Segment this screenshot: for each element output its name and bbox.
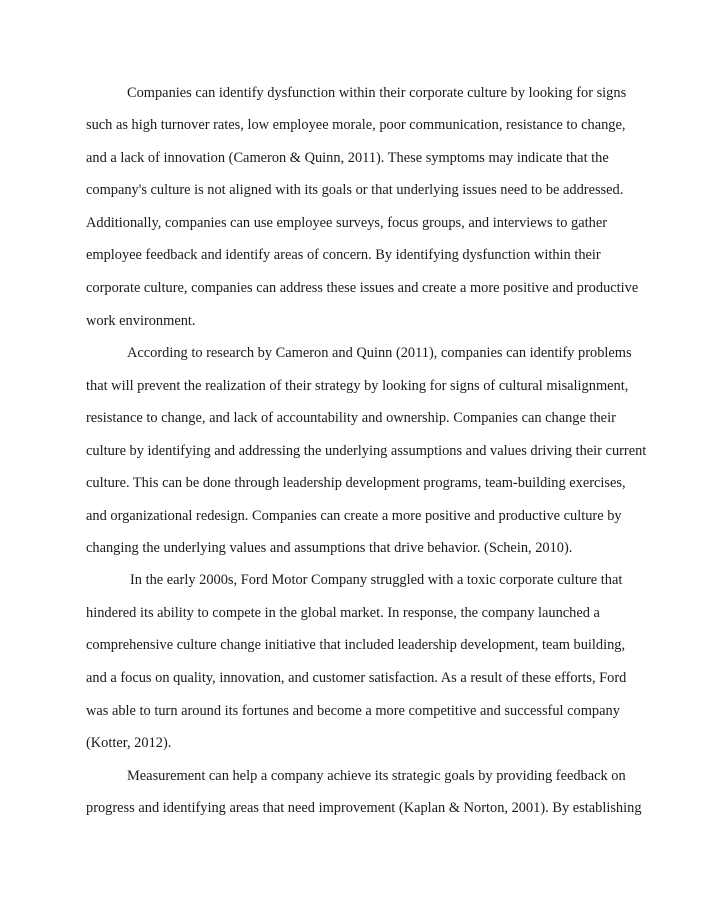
paragraph-2-line-7: changing the underlying values and assumptions that drive behavior. (Schein, 2010).: [86, 540, 573, 556]
paragraph-1-line-7: corporate culture, companies can address these issues and create a more positive and productive: [86, 280, 639, 296]
paragraph-3-line-4: and a focus on quality, innovation, and customer satisfaction. As a result of these efforts, Ford: [86, 670, 627, 686]
paragraph-3-line-5: was able to turn around its fortunes and become a more competitive and successful company: [86, 703, 620, 719]
paragraph-4-line-2: progress and identifying areas that need improvement (Kaplan & Norton, 2001). By establishing: [86, 800, 642, 816]
paragraph-1-line-1: Companies can identify dysfunction within their corporate culture by looking for signs: [127, 85, 627, 101]
paragraph-3-line-6: (Kotter, 2012).: [86, 735, 172, 751]
paragraph-3-line-2: hindered its ability to compete in the global market. In response, the company launched a: [86, 605, 600, 621]
paragraph-1-line-3: and a lack of innovation (Cameron & Quinn, 2011). These symptoms may indicate that the: [86, 150, 609, 166]
paragraph-1-line-5: Additionally, companies can use employee surveys, focus groups, and interviews to gather: [86, 215, 607, 231]
paragraph-2-line-3: resistance to change, and lack of accountability and ownership. Companies can change their: [86, 410, 616, 426]
paragraph-1-line-8: work environment.: [86, 313, 196, 329]
paragraph-1-line-6: employee feedback and identify areas of concern. By identifying dysfunction within their: [86, 247, 601, 263]
paragraph-2-line-6: and organizational redesign. Companies can create a more positive and productive culture by: [86, 508, 622, 524]
paragraph-3-line-1: In the early 2000s, Ford Motor Company struggled with a toxic corporate culture that: [130, 572, 623, 588]
paragraph-4-line-1: Measurement can help a company achieve its strategic goals by providing feedback on: [127, 768, 626, 784]
paragraph-2-line-4: culture by identifying and addressing the underlying assumptions and values driving their current: [86, 443, 647, 459]
paragraph-3-line-3: comprehensive culture change initiative that included leadership development, team building,: [86, 637, 626, 653]
paragraph-1-line-2: such as high turnover rates, low employee morale, poor communication, resistance to change,: [86, 117, 626, 133]
paragraph-1-line-4: company's culture is not aligned with its goals or that underlying issues need to be addressed.: [86, 182, 624, 198]
paragraph-2-line-2: that will prevent the realization of their strategy by looking for signs of cultural misalignment,: [86, 378, 629, 394]
paragraph-2-line-5: culture. This can be done through leadership development programs, team-building exercises,: [86, 475, 626, 491]
paragraph-2-line-1: According to research by Cameron and Quinn (2011), companies can identify problems: [127, 345, 632, 361]
